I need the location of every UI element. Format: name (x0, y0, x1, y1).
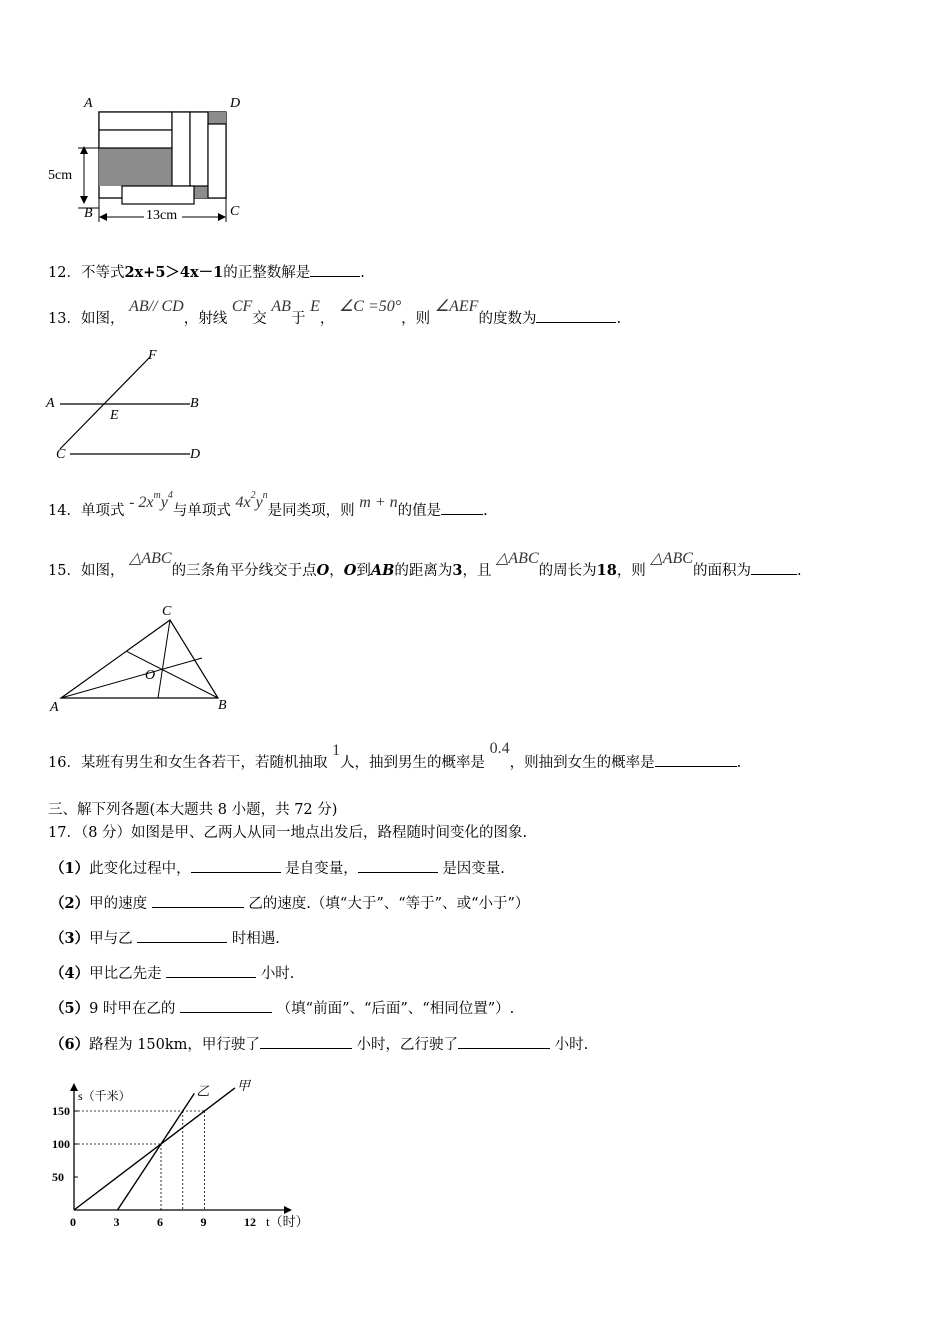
q17-item-6: （6）路程为 150km，甲行驶了 小时，乙行驶了 小时. (50, 1036, 589, 1053)
q17-item-2: （2）甲的速度 乙的速度.（填“大于”、“等于”、或“小于”） (50, 895, 530, 912)
q17-item-4: （4）甲比乙先走 小时. (50, 965, 295, 982)
fig15-label-c: C (162, 604, 172, 619)
y-tick-label: 100 (52, 1137, 70, 1151)
fig13-label-b: B (190, 396, 199, 411)
answer-blank[interactable] (536, 308, 616, 323)
question-16: 16．某班有男生和女生各若干，若随机抽取 1人，抽到男生的概率是 0.4，则抽到女生的概率是 . (48, 740, 742, 771)
x-tick-label: 6 (157, 1215, 163, 1229)
answer-blank[interactable] (441, 500, 483, 515)
section-3-title: 三、解下列各题(本大题共 8 小题，共 72 分) (48, 802, 338, 818)
answer-blank[interactable] (310, 262, 360, 277)
y-tick-label: 150 (52, 1104, 70, 1118)
fig11-height-label: 5cm (48, 168, 73, 183)
fig13-label-d: D (190, 447, 201, 462)
answer-blank[interactable] (751, 560, 797, 575)
fig13-label-c: C (56, 447, 66, 462)
x-axis-arrow (284, 1206, 292, 1214)
y-tick-label: 50 (52, 1170, 64, 1184)
fig15-label-a: A (50, 700, 59, 715)
fig11-label-c: C (230, 204, 240, 219)
fig11-label-a: A (84, 96, 93, 111)
x-tick-label: 12 (244, 1215, 256, 1229)
q17-item-3: （3）甲与乙 时相遇. (50, 930, 280, 947)
question-13: 13．如图， AB// CD，射线 CF交 AB于 E， ∠C =50°，则 ∠AEF的度数为 . (48, 298, 622, 327)
q17-item-1: （1）此变化过程中， 是自变量， 是因变量. (50, 860, 505, 877)
fig15-label-b: B (218, 698, 227, 713)
fig11-label-d: D (230, 96, 241, 111)
fig13-label-a: A (46, 396, 55, 411)
q17-item-5: （5）9 时甲在乙的 （填“前面”、“后面”、“相同位置”）. (50, 1000, 515, 1017)
x-axis-label: t（时） (266, 1214, 309, 1229)
fig11-label-b: B (84, 206, 93, 221)
y-axis-arrow (70, 1083, 78, 1091)
series-label: 甲 (236, 1077, 250, 1093)
question-12: 12．不等式2x+5＞4x－1的正整数解是 . (48, 264, 365, 281)
fig11-width-label: 13cm (146, 208, 178, 223)
question-14: 14．单项式 - $2x^my^4$与单项式 $4x^2y^n$是同类项，则 m + n的值是 . (48, 490, 488, 519)
series-label: 乙 (196, 1083, 210, 1099)
x-tick-label: 3 (113, 1215, 120, 1229)
fig13-label-f: F (148, 348, 157, 363)
answer-blank[interactable] (655, 752, 737, 767)
fig15-label-o: O (145, 668, 156, 683)
series-line-jia (74, 1088, 235, 1210)
fig13-label-e: E (110, 408, 119, 423)
question-17-head: 17．（8 分）如图是甲、乙两人从同一地点出发后，路程随时间变化的图象. (48, 825, 528, 841)
y-axis-label: s（千米） (78, 1089, 131, 1103)
x-tick-label: 0 (70, 1215, 76, 1229)
question-15: 15．如图， △ABC的三条角平分线交于点O，O到AB的距离为3，且 △ABC的周长为18，则 △ABC的面积为 . (48, 550, 802, 579)
x-tick-label: 9 (200, 1215, 207, 1229)
triangle-figure (40, 600, 240, 720)
distance-time-chart (40, 1065, 330, 1235)
